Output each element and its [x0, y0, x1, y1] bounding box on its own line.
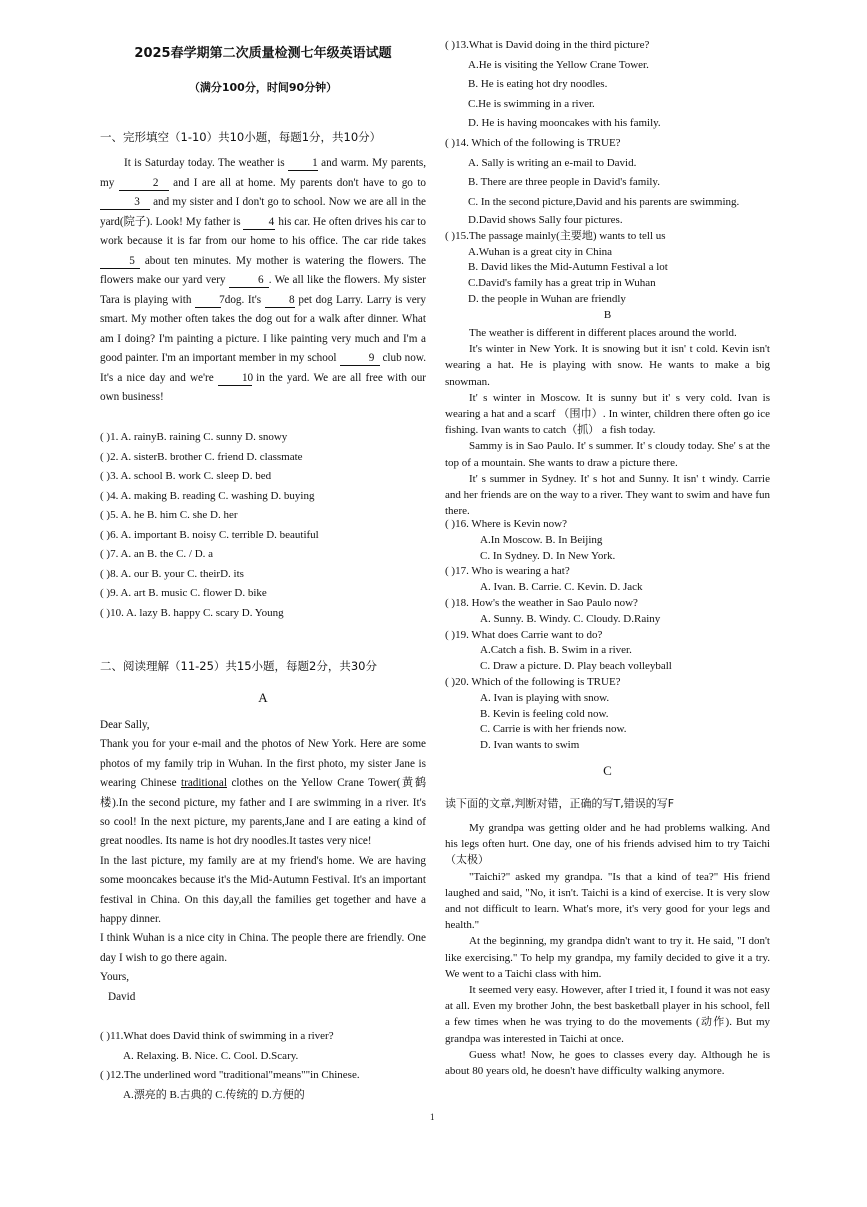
section1-heading: 一、完形填空（1-10）共10小题，每题1分，共10分）: [100, 130, 382, 144]
q13-option-c: C.He is swimming in a river.: [468, 97, 595, 110]
q15-option-d: D. the people in Wuhan are friendly: [468, 292, 626, 305]
q20-option-a: A. Ivan is playing with snow.: [480, 691, 610, 704]
q20-option-d: D. Ivan wants to swim: [480, 739, 580, 752]
part-c-label: C: [603, 763, 612, 778]
taichi-paragraph-1: My grandpa was getting older and he had problems walking. And his legs often hurt. One day, one of his friends advised him to try Taichi（太极）: [445, 822, 770, 867]
page-title: 2025春学期第二次质量检测七年级英语试题: [134, 46, 392, 61]
question-8[interactable]: ( )8. A. our B. your C. theirD. its: [100, 567, 244, 580]
q13-option-d: D. He is having mooncakes with his family.: [468, 117, 661, 130]
blank-5[interactable]: 5: [100, 254, 140, 269]
questions-16-20: [445, 517, 770, 754]
taichi-paragraph-3: At the beginning, my grandpa didn't want to try it. He said, "I don't like exercising." To help my grandpa, my family decided to give it a try. We went to a Taichi class with him.: [445, 935, 770, 980]
taichi-paragraph-2: "Taichi?" asked my grandpa. "Is that a kind of tea?" His friend laughed and said, "No, it isn't. Taichi is a kind of exercise. It is very slow and not difficult to learn. What's more, it's very good for your legs and health.": [445, 870, 770, 932]
cloze-passage: It is Saturday today. The weather is 1 and warm. My parents, my 2 and I are all at home. My parents don't have to go to 3 and my sister and I don't go to school. Now we are all in the yard(院子). Look! My father is 4 his car. He often drives his car to work because it is far from our home to his office. The car ride takes 5 about ten minutes. My mother is watering the flowers. The flowers make our yard very 6 . We all like the flowers. My sister Tara is playing with 7 dog. It's 8 pet dog Larry. Larry is very smart. My mother often takes the dog out for a walk after dinner. What am I doing? I'm painting a picture. I like painting very much and I'm a good painter. I'm an important member in my school 9 club now. It's a nice day and we're 10 in the yard. We are all free with our own business!: [100, 157, 427, 403]
question-18[interactable]: ( )18. How's the weather in Sao Paulo now?: [445, 596, 638, 609]
part-c-instruction: 读下面的文章,判断对错，正确的写T,错误的写F: [445, 797, 675, 810]
underlined-word: traditional: [181, 777, 227, 790]
blank-3[interactable]: 3: [100, 195, 150, 210]
q17-options: A. Ivan. B. Carrie. C. Kevin. D. Jack: [480, 581, 643, 594]
q16-options-cd: C. In Sydney. D. In New York.: [480, 549, 616, 562]
question-1[interactable]: ( )1. A. rainyB. raining C. sunny D. snowy: [100, 431, 288, 443]
questions-13-14: [445, 36, 770, 212]
question-7[interactable]: ( )7. A. an B. the C. / D. a: [100, 548, 214, 560]
q19-options-ab: A.Catch a fish. B. Swim in a river.: [480, 644, 632, 657]
question-12[interactable]: ( )12.The underlined word "traditional"means""in Chinese.: [100, 1069, 360, 1081]
question-16[interactable]: ( )16. Where is Kevin now?: [445, 518, 567, 530]
question-9[interactable]: ( )9. A. art B. music C. flower D. bike: [100, 587, 267, 599]
blank-1[interactable]: 1: [288, 156, 318, 171]
weather-paragraph-5: It' s summer in Sydney. It' s hot and Sunny. It isn' t windy. Carrie and her friends are on the way to a river. They want to swim and have fun there.: [445, 472, 770, 518]
q16-options-ab: A.In Moscow. B. In Beijing: [480, 533, 603, 546]
blank-9[interactable]: 9: [340, 351, 380, 366]
question-14[interactable]: ( )14. Which of the following is TRUE?: [445, 136, 621, 149]
blank-10[interactable]: 10: [218, 371, 252, 386]
q15-option-c: C.David's family has a great trip in Wuhan: [468, 277, 656, 290]
letter-passage: [100, 716, 426, 1007]
question-2[interactable]: ( )2. A. sisterB. brother C. friend D. classmate: [100, 450, 303, 463]
q14-option-a: A. Sally is writing an e-mail to David.: [468, 156, 637, 169]
q19-options-cd: C. Draw a picture. D. Play beach volleyball: [480, 660, 672, 673]
q18-options: A. Sunny. B. Windy. C. Cloudy. D.Rainy: [480, 612, 661, 625]
q13-option-b: B. He is eating hot dry noodles.: [468, 78, 608, 91]
questions-14d-15: [445, 213, 770, 308]
question-17[interactable]: ( )17. Who is wearing a hat?: [445, 565, 570, 578]
taichi-passage: [445, 820, 770, 1079]
cloze-questions: [100, 428, 426, 623]
weather-paragraph-3: It' s winter in Moscow. It is sunny but it' s very cold. Ivan is wearing a hat and a scarf （围巾）. In winter, children there often go ice fishing. Ivan wants to catch（抓） a fish today.: [445, 391, 770, 437]
q15-option-b: B. David likes the Mid-Autumn Festival a lot: [468, 261, 668, 274]
question-12-options: A.漂亮的 B.古典的 C.传统的 D.方便的: [123, 1088, 305, 1101]
question-4[interactable]: ( )4. A. making B. reading C. washing D. buying: [100, 489, 315, 502]
question-13[interactable]: ( )13.What is David doing in the third picture?: [445, 39, 650, 51]
question-11-options: A. Relaxing. B. Nice. C. Cool. D.Scary.: [123, 1049, 299, 1062]
weather-paragraph-1: The weather is different in different places around the world.: [469, 327, 737, 339]
part-a-label: A: [258, 690, 268, 705]
question-15[interactable]: ( )15.The passage mainly(主要地) wants to tell us: [445, 229, 666, 242]
question-6[interactable]: ( )6. A. important B. noisy C. terrible D. beautiful: [100, 528, 319, 541]
blank-4[interactable]: 4: [243, 215, 275, 230]
q14-option-c: C. In the second picture,David and his parents are swimming.: [468, 195, 740, 208]
question-5[interactable]: ( )5. A. he B. him C. she D. her: [100, 509, 238, 521]
weather-passage: [445, 325, 770, 519]
letter-signature: David: [108, 990, 136, 1003]
part-b-label: B: [603, 309, 612, 321]
q20-option-c: C. Carrie is with her friends now.: [480, 723, 627, 736]
q15-option-a: A.Wuhan is a great city in China: [468, 245, 613, 258]
question-11[interactable]: ( )11.What does David think of swimming in a river?: [100, 1030, 334, 1042]
letter-paragraph-1: Thank you for your e-mail and the photos of New York. Here are some photos of my family trip in Wuhan. In the first photo, my sister Jane is wearing Chinese traditional clothes on the Yellow Crane Tower(黄鹤楼).In the second picture, my father and I are swimming in a river. It's so cool! In the next picture, my parents,Jane and I are eating a kind of great noodles. Its name is hot dry noodles.It tastes very nice!: [100, 738, 427, 848]
question-10[interactable]: ( )10. A. lazy B. happy C. scary D. Young: [100, 606, 284, 619]
blank-7[interactable]: 7: [195, 293, 221, 308]
q14-option-b: B. There are three people in David's family.: [468, 176, 660, 189]
blank-8[interactable]: 8: [265, 293, 295, 308]
q13-option-a: A.He is visiting the Yellow Crane Tower.: [468, 58, 649, 71]
question-3[interactable]: ( )3. A. school B. work C. sleep D. bed: [100, 470, 272, 482]
blank-6[interactable]: 6: [229, 273, 269, 288]
q14-option-d: D.David shows Sally four pictures.: [468, 214, 623, 226]
letter-paragraph-2: In the last picture, my family are at my friend's home. We are having some mooncakes because it's the Mid-Autumn Festival. It's an important festival in China. On this day,all the families get together and have a happy dinner.: [100, 854, 426, 926]
question-19[interactable]: ( )19. What does Carrie want to do?: [445, 628, 603, 641]
taichi-paragraph-5: Guess what! Now, he goes to classes every day. Although he is about 80 years old, he doesn't have difficulty walking anymore.: [445, 1048, 770, 1078]
page-subtitle: （满分100分，时间90分钟）: [188, 81, 338, 94]
letter-paragraph-3: I think Wuhan is a nice city in China. The people there are friendly. One day I wish to go there again.: [100, 932, 426, 964]
taichi-paragraph-4: It seemed very easy. However, after I tried it, I found it was not easy at all. Even my brother John, the best basketball player in his school, fell a few times when he was trying to do the movements (动作). But my grandpa was interested in Taichi at once.: [445, 984, 770, 1045]
questions-11-12: [100, 1027, 426, 1105]
q20-option-b: B. Kevin is feeling cold now.: [480, 707, 609, 720]
section2-heading: 二、阅读理解（11-25）共15小题，每题2分，共30分: [100, 659, 377, 673]
question-20[interactable]: ( )20. Which of the following is TRUE?: [445, 675, 621, 688]
weather-paragraph-4: Sammy is in Sao Paulo. It' s summer. It' s cloudy today. She' s at the top of a mountain. She wants to draw a picture there.: [445, 440, 770, 469]
page-number: 1: [430, 1112, 435, 1122]
blank-2[interactable]: 2: [119, 176, 169, 191]
letter-closing: Yours,: [100, 971, 130, 984]
letter-greeting: Dear Sally,: [100, 719, 150, 731]
weather-paragraph-2: It's winter in New York. It is snowing but it isn' t cold. Kevin isn't wearing a hat. He is playing with snow. He wants to make a big snowman.: [445, 343, 770, 388]
